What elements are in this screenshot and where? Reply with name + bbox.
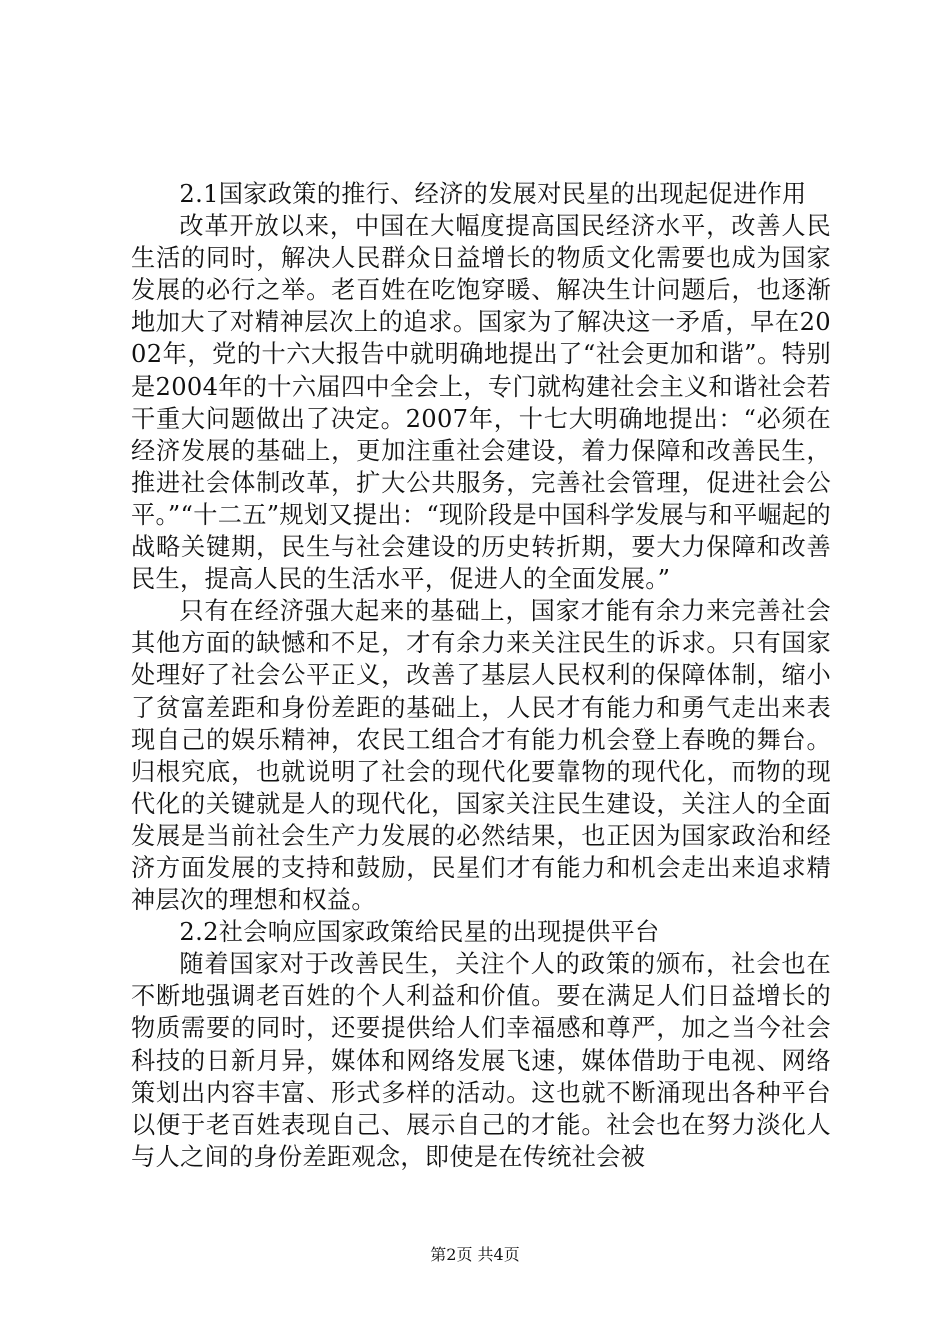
document-body bbox=[131, 178, 831, 1173]
body-paragraph: 只有在经济强大起来的基础上，国家才能有余力来完善社会其他方面的缺憾和不足，才有余力来关注民生的诉求。只有国家处理好了社会公平正义，改善了基层人民权利的保障体制，缩小了贫富差距和身份差距的基础上，人民才有能力和勇气走出来表现自己的娱乐精神，农民工组合才有能力机会登上春晚的舞台。归根究底，也就说明了社会的现代化要靠物的现代化，而物的现代化的关键就是人的现代化，国家关注民生建设，关注人的全面发展是当前社会生产力发展的必然结果，也正因为国家政治和经济方面发展的支持和鼓励，民星们才有能力和机会走出来追求精神层次的理想和权益。 bbox=[131, 597, 831, 915]
section-heading-2-2: 2.2社会响应国家政策给民星的出现提供平台 bbox=[179, 918, 660, 947]
body-paragraph: 随着国家对于改善民生，关注个人的政策的颁布，社会也在不断地强调老百姓的个人利益和价值。要在满足人们日益增长的物质需要的同时，还要提供给人们幸福感和尊严，加之当今社会科技的日新月异，媒体和网络发展飞速，媒体借助于电视、网络策划出内容丰富、形式多样的活动。这也就不断涌现出各种平台以便于老百姓表现自己、展示自己的才能。社会也在努力淡化人与人之间的身份差距观念，即使是在传统社会被 bbox=[131, 950, 831, 1171]
body-paragraph: 改革开放以来，中国在大幅度提高国民经济水平，改善人民生活的同时，解决人民群众日益增长的物质文化需要也成为国家发展的必行之举。老百姓在吃饱穿暖、解决生计问题后，也逐渐地加大了对精神层次上的追求。国家为了解决这一矛盾，早在2002年，党的十六大报告中就明确地提出了“社会更加和谐”。特别是2004年的十六届四中全会上，专门就构建社会主义和谐社会若干重大问题做出了决定。2007年，十七大明确地提出：“必须在经济发展的基础上，更加注重社会建设，着力保障和改善民生，推进社会体制改革，扩大公共服务，完善社会管理，促进社会公平。”“十二五”规划又提出：“现阶段是中国科学发展与和平崛起的战略关键期，民生与社会建设的历史转折期，要大力保障和改善民生，提高人民的生活水平，促进人的全面发展。” bbox=[131, 212, 831, 594]
page-footer: 第2页 共4页 bbox=[430, 1245, 520, 1264]
section-heading-2-1: 2.1国家政策的推行、经济的发展对民星的出现起促进作用 bbox=[179, 180, 807, 208]
